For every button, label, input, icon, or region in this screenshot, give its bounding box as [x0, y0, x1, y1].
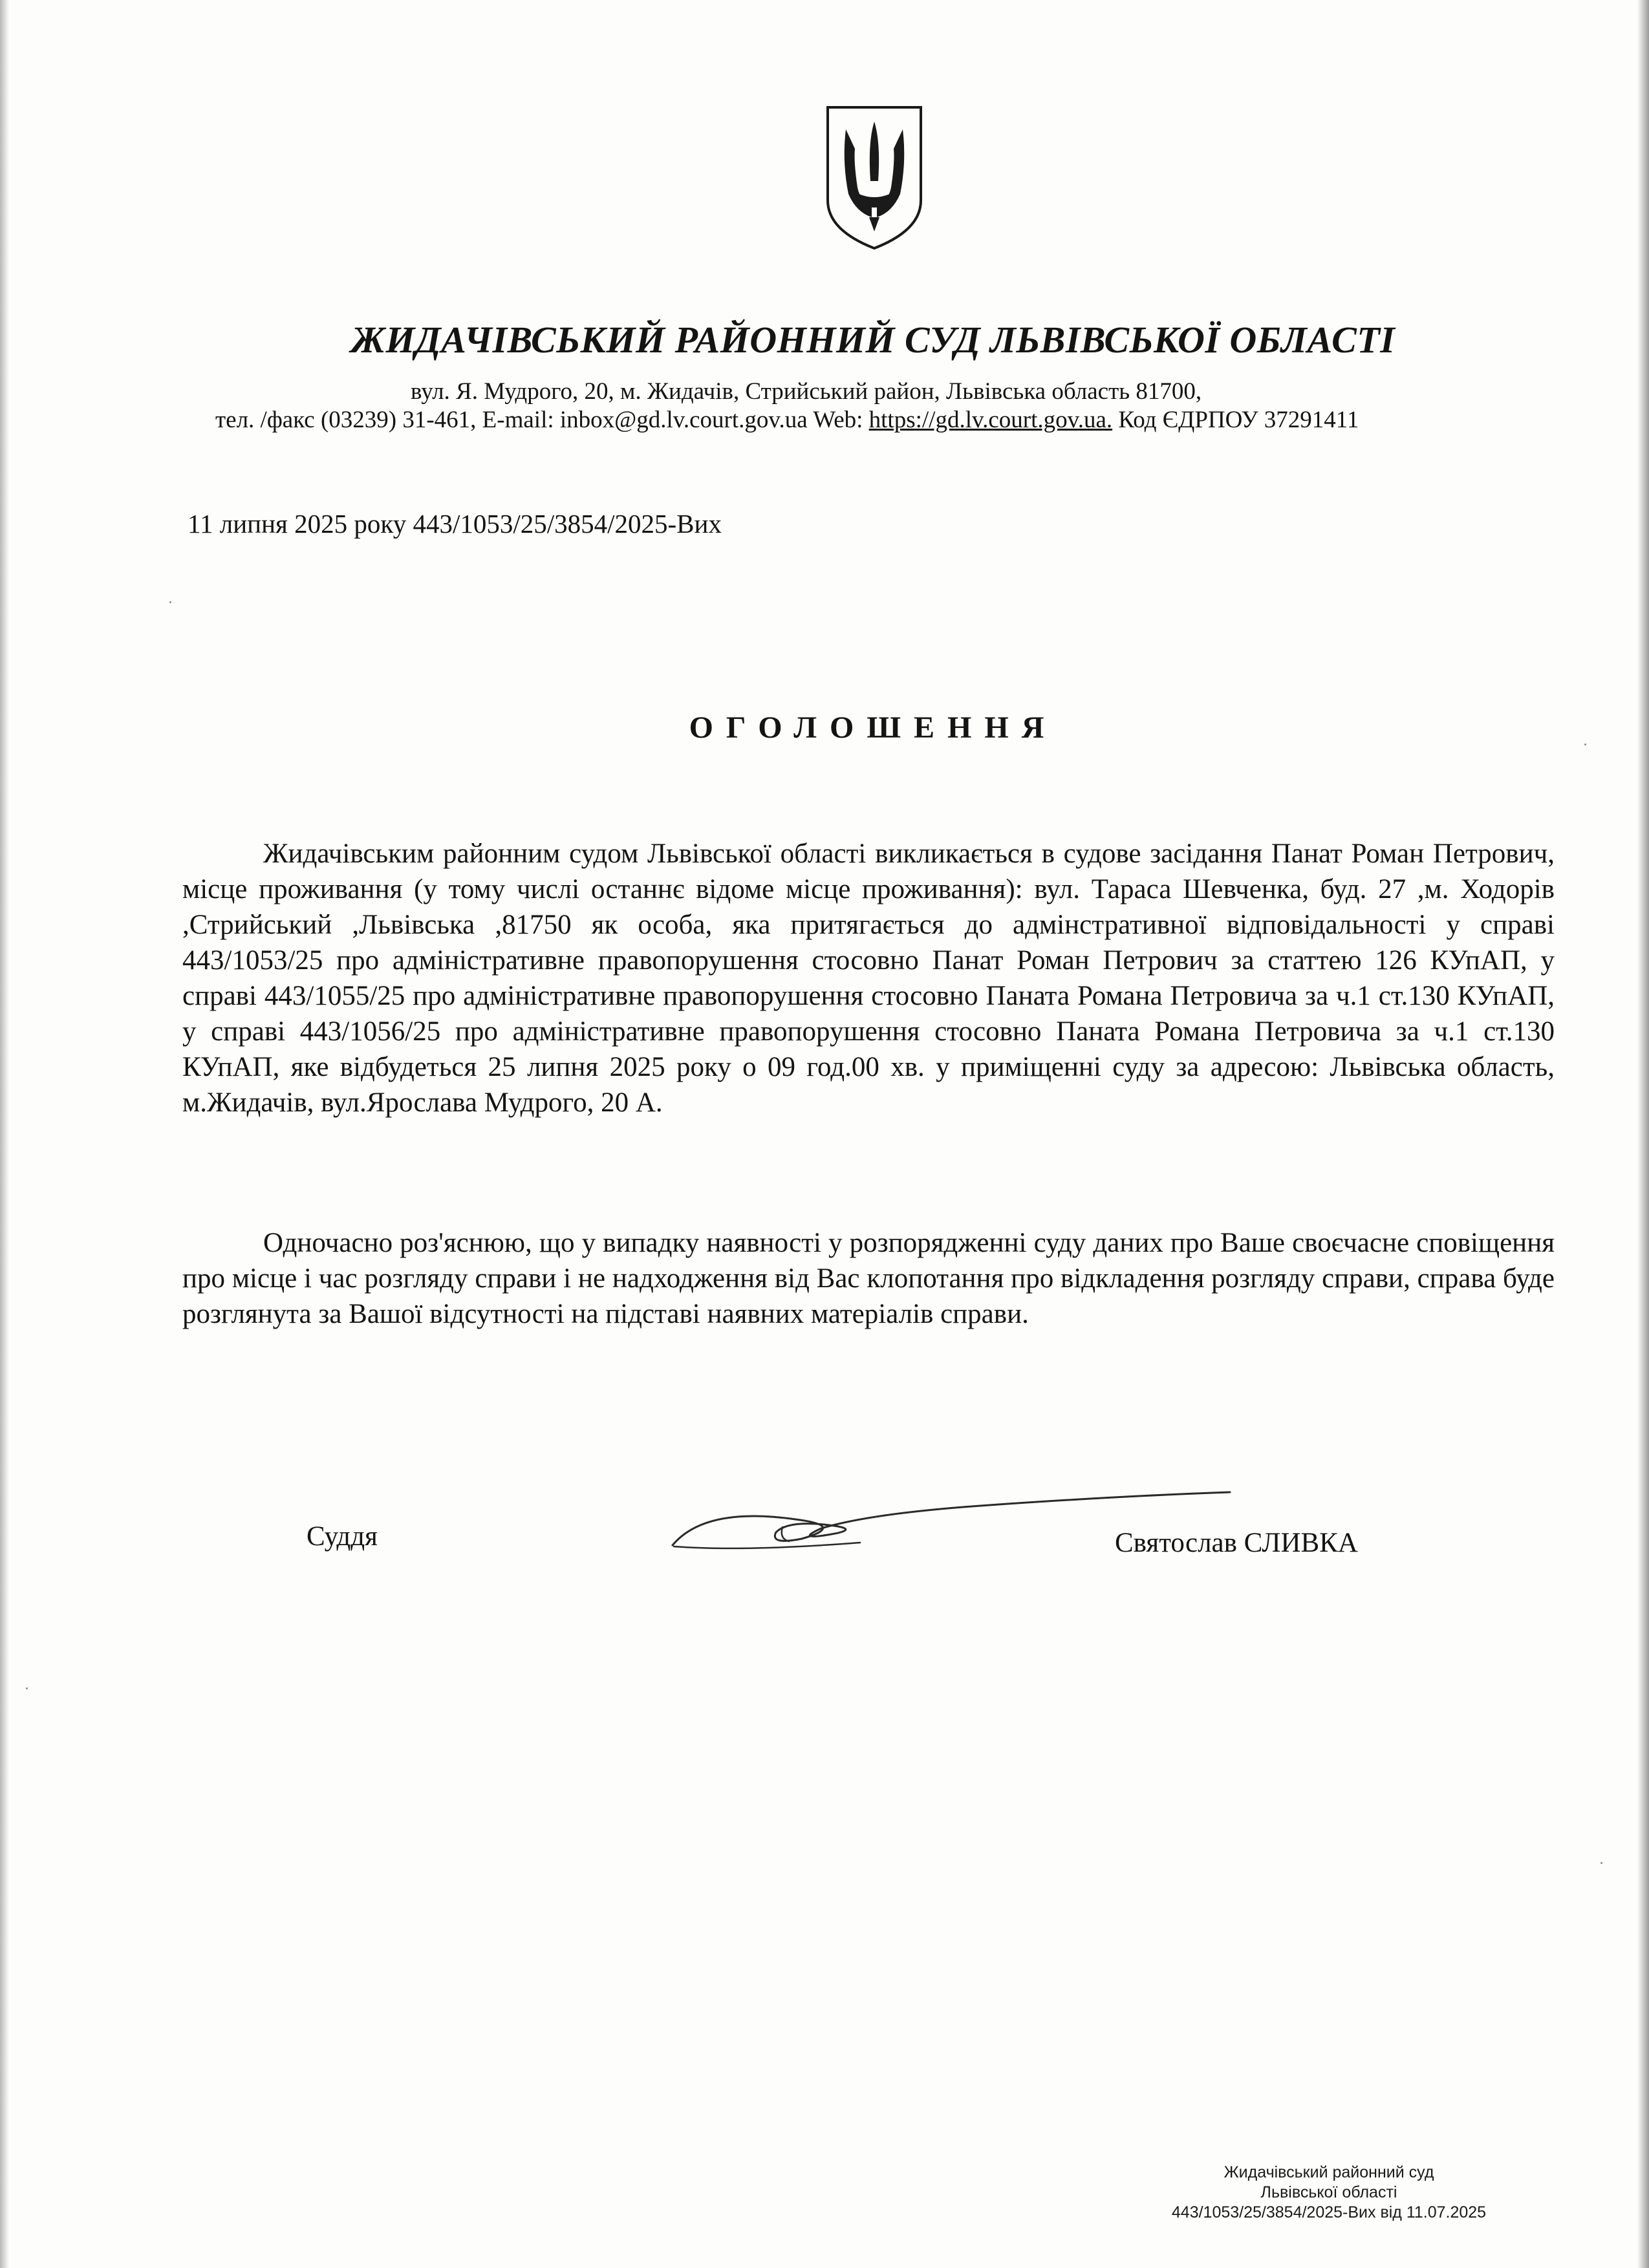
scan-speck: [1600, 1862, 1602, 1864]
trident-coat-of-arms-icon: [823, 103, 926, 252]
stamp-reference-line: 443/1053/25/3854/2025-Вих від 11.07.2025: [1171, 2203, 1487, 2221]
outgoing-reference: 11 липня 2025 року 443/1053/25/3854/2025-Вих: [188, 509, 722, 539]
stamp-region-line: Львівської області: [1260, 2183, 1397, 2201]
announcement-paragraph: Жидачівським районним судом Львівської області викликається в судове засідання Панат Роман Петрович, місце проживання (у тому числі останнє відоме місце проживання): вул. Тараса Шевченка, буд. 27 ,м. Ходорів ,Стрийський ,Львівська ,81750 як особа, яка притягається до адмінстративної відповідальності у справі 443/1053/25 про адміністративне правопорушення стосовно Панат Роман Петрович за статтею 126 КУпАП, у справі 443/1055/25 про адміністративне правопорушення стосовно Паната Романа Петровича за ч.1 ст.130 КУпАП, у справі 443/1056/25 про адміністративне правопорушення стосовно Паната Романа Петровича за ч.1 ст.130 КУпАП, яке відбудеться 25 липня 2025 року о 09 год.00 хв. у приміщенні суду за адресою: Львівська область, м.Жидачів, вул.Ярослава Мудрого, 20 А.: [182, 839, 1555, 1118]
court-name-heading: ЖИДАЧІВСЬКИЙ РАЙОННИЙ СУД ЛЬВІВСЬКОЇ ОБЛАСТІ: [350, 319, 1396, 361]
clarification-paragraph: Одночасно роз'яснюю, що у випадку наявності у розпорядженні суду даних про Ваше своєчасне сповіщення про місце і час розгляду справи і не надходження від Вас клопотання про відкладення розгляду справи, справа буде розглянута за Вашої відсутності на підставі наявних матеріалів справи.: [182, 1228, 1555, 1329]
scan-speck: [26, 1687, 28, 1689]
scan-speck: [1584, 744, 1586, 745]
court-address: вул. Я. Мудрого, 20, м. Жидачів, Стрийський район, Львівська область 81700,: [411, 378, 1202, 405]
court-contacts: [215, 406, 1359, 434]
registration-stamp: [1099, 2163, 1558, 2223]
signatory-role: Суддя: [307, 1521, 378, 1552]
stamp-court-line: Жидачівський районний суд: [1223, 2163, 1434, 2181]
document-title: ОГОЛОШЕННЯ: [689, 711, 1057, 745]
edrpou-code: Код ЄДРПОУ 37291411: [1112, 407, 1359, 433]
contact-info: тел. /факс (03239) 31-461, E-mail: inbox@gd.lv.court.gov.ua Web:: [215, 407, 869, 433]
signatory-name: Святослав СЛИВКА: [1115, 1528, 1358, 1558]
scan-speck: [169, 601, 171, 603]
court-website-link[interactable]: https://gd.lv.court.gov.ua.: [868, 407, 1113, 433]
